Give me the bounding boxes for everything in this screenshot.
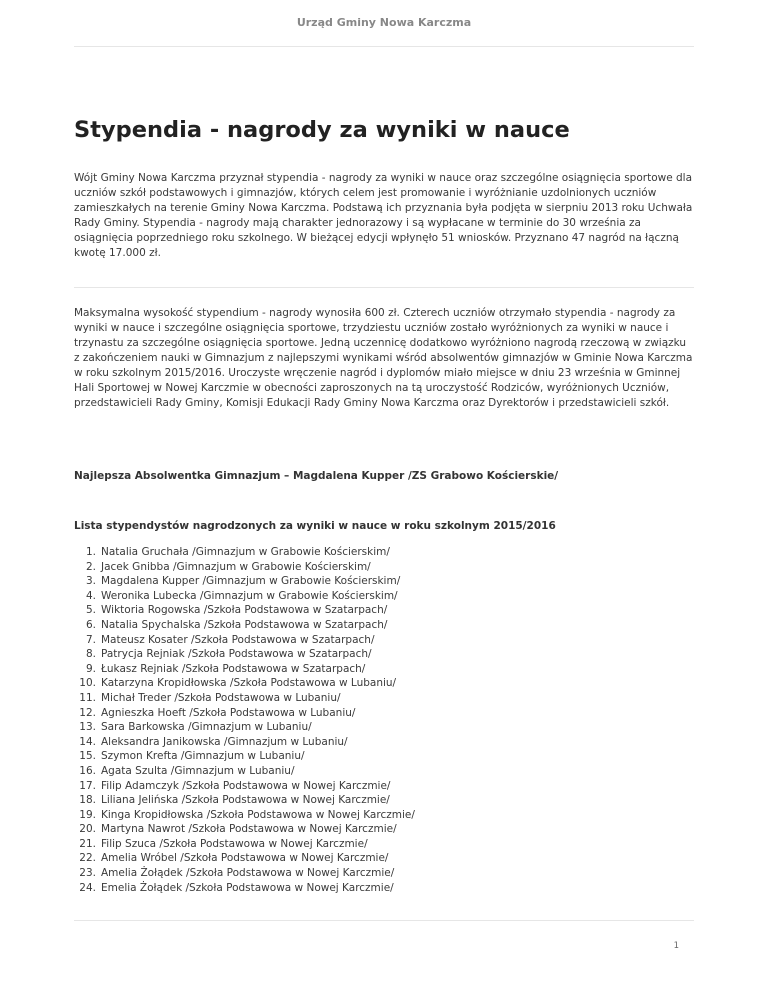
list-item-number: 13.: [79, 721, 96, 734]
list-item-text: Agnieszka Hoeft /Szkoła Podstawowa w Lubaniu/: [101, 706, 356, 719]
list-item-text: Filip Szuca /Szkoła Podstawowa w Nowej Karczmie/: [101, 837, 368, 850]
list-item-number: 12.: [79, 706, 96, 719]
list-item-text: Kinga Kropidłowska /Szkoła Podstawowa w Nowej Karczmie/: [101, 808, 415, 821]
list-item: [74, 706, 574, 721]
list-item-text: Patrycja Rejniak /Szkoła Podstawowa w Szatarpach/: [101, 648, 372, 661]
list-item-text: Sara Barkowska /Gimnazjum w Lubaniu/: [101, 721, 312, 734]
list-item-number: 19.: [79, 808, 96, 821]
list-item-text: Katarzyna Kropidłowska /Szkoła Podstawowa w Lubaniu/: [101, 677, 397, 690]
list-item-number: 8.: [85, 648, 96, 661]
list-item-number: 1.: [85, 546, 96, 558]
list-item: [74, 618, 574, 633]
list-item: [74, 662, 574, 677]
details-paragraph: Maksymalna wysokość stypendium - nagrody wynosiła 600 zł. Czterech uczniów otrzymało stypendia - nagrody za wyniki w nauce i szczególne osiągnięcia sportowe, trzydziestu uczniów zostało wyróżnionych za wyniki w nauce i trzynastu za szczególne osiągnięcia sportowe. Jedną uczennicę dodatkowo wyróżniono nagrodą rzeczową w związku z zakończeniem nauki w Gimnazjum z najlepszymi wynikami wśród absolwentów gimnazjów w Gminie Nowa Karczma w roku szkolnym 2015/2016. Uroczyste wręczenie nagród i dyplomów miało miejsce w dniu 23 września w Gminnej Hali Sportowej w Nowej Karczmie w obecności zaproszonych na tą uroczystość Rodziców, wyróżnionych Uczniów, przedstawicieli Rady Gminy, Komisji Edukacji Rady Gminy Nowa Karczma oraz Dyrektorów i przedstawicieli szkół.: [74, 307, 693, 409]
list-item-number: 24.: [79, 881, 96, 894]
list-item-number: 2.: [85, 560, 96, 573]
list-item: [74, 574, 574, 589]
list-item-text: Amelia Wróbel /Szkoła Podstawowa w Nowej Karczmie/: [101, 852, 389, 865]
list-item: [74, 881, 574, 896]
list-item: [74, 749, 574, 764]
list-item: [74, 866, 574, 881]
list-item: [74, 603, 574, 618]
list-item-number: 7.: [85, 633, 96, 646]
list-item: [74, 808, 574, 823]
list-item-text: Jacek Gnibba /Gimnazjum w Grabowie Kościerskim/: [101, 560, 371, 573]
list-item-number: 21.: [79, 837, 96, 850]
best-graduate-heading: Najlepsza Absolwentka Gimnazjum – Magdalena Kupper /ZS Grabowo Kościerskie/: [74, 470, 559, 482]
list-item-text: Filip Adamczyk /Szkoła Podstawowa w Nowej Karczmie/: [101, 779, 391, 792]
list-item-number: 23.: [79, 867, 96, 880]
site-title: Urząd Gminy Nowa Karczma: [296, 16, 472, 29]
list-item-number: 3.: [85, 575, 96, 588]
list-item-text: Szymon Krefta /Gimnazjum w Lubaniu/: [101, 750, 305, 763]
list-item-text: Magdalena Kupper /Gimnazjum w Grabowie Kościerskim/: [101, 575, 401, 588]
list-item-number: 16.: [79, 764, 96, 777]
list-item-text: Agata Szulta /Gimnazjum w Lubaniu/: [101, 764, 295, 777]
list-item: [74, 822, 574, 837]
list-item: [74, 560, 574, 575]
list-item-number: 20.: [79, 823, 96, 836]
list-item-number: 6.: [85, 618, 96, 631]
list-item-text: Natalia Spychalska /Szkoła Podstawowa w Szatarpach/: [101, 618, 388, 631]
list-item: [74, 764, 574, 779]
list-item: [74, 837, 574, 852]
scholarship-list: [74, 545, 574, 895]
list-item-number: 15.: [79, 750, 96, 763]
list-item-text: Natalia Gruchała /Gimnazjum w Grabowie Kościerskim/: [101, 546, 390, 558]
list-item-number: 18.: [79, 794, 96, 807]
list-item: [74, 851, 574, 866]
list-item-text: Łukasz Rejniak /Szkoła Podstawowa w Szatarpach/: [101, 662, 366, 675]
list-item-text: Wiktoria Rogowska /Szkoła Podstawowa w Szatarpach/: [101, 604, 388, 617]
list-item-text: Liliana Jelińska /Szkoła Podstawowa w Nowej Karczmie/: [101, 794, 390, 807]
scholarship-list-title: Lista stypendystów nagrodzonych za wyniki w nauce w roku szkolnym 2015/2016: [74, 520, 556, 532]
list-item: [74, 735, 574, 750]
divider: [74, 287, 694, 288]
intro-paragraph: Wójt Gminy Nowa Karczma przyznał stypendia - nagrody za wyniki w nauce oraz szczególne osiągnięcia sportowe dla uczniów szkół podstawowych i gimnazjów, których celem jest promowanie i wyróżnianie uzdolnionych uczniów zamieszkałych na terenie Gminy Nowa Karczma. Podstawą ich przyznania była podjęta w sierpniu 2013 roku Uchwała Rady Gminy. Stypendia - nagrody mają charakter jednorazowy i są wypłacane w terminie do 30 września za osiągnięcia poprzedniego roku szkolnego. W bieżącej edycji wpłynęło 51 wniosków. Przyznano 47 nagród na łączną kwotę 17.000 zł.: [74, 172, 693, 259]
list-item-text: Aleksandra Janikowska /Gimnazjum w Lubaniu/: [101, 735, 348, 748]
footer-divider: [74, 920, 694, 921]
list-item-text: Amelia Żołądek /Szkoła Podstawowa w Nowej Karczmie/: [101, 867, 395, 880]
list-item: [74, 647, 574, 662]
list-item-number: 10.: [79, 677, 96, 690]
page-header: [74, 0, 694, 47]
list-item-text: Martyna Nawrot /Szkoła Podstawowa w Nowej Karczmie/: [101, 823, 397, 836]
list-item: [74, 676, 574, 691]
list-item-text: Emelia Żołądek /Szkoła Podstawowa w Nowej Karczmie/: [101, 881, 394, 894]
list-item: [74, 720, 574, 735]
list-item: [74, 691, 574, 706]
list-item-number: 17.: [79, 779, 96, 792]
list-item-number: 9.: [85, 662, 96, 675]
list-item: [74, 793, 574, 808]
list-item: [74, 633, 574, 648]
list-item: [74, 545, 574, 560]
list-item-number: 4.: [85, 589, 96, 602]
list-item-text: Mateusz Kosater /Szkoła Podstawowa w Szatarpach/: [101, 633, 375, 646]
list-item-text: Michał Treder /Szkoła Podstawowa w Lubaniu/: [101, 691, 341, 704]
list-item-number: 11.: [79, 691, 96, 704]
list-item-text: Weronika Lubecka /Gimnazjum w Grabowie Kościerskim/: [101, 589, 398, 602]
list-item-number: 22.: [79, 852, 96, 865]
list-item-number: 14.: [79, 735, 96, 748]
list-item-number: 5.: [85, 604, 96, 617]
page-title: Stypendia - nagrody za wyniki w nauce: [74, 117, 570, 143]
list-item: [74, 589, 574, 604]
list-item: [74, 779, 574, 794]
page-number: 1: [673, 941, 679, 951]
